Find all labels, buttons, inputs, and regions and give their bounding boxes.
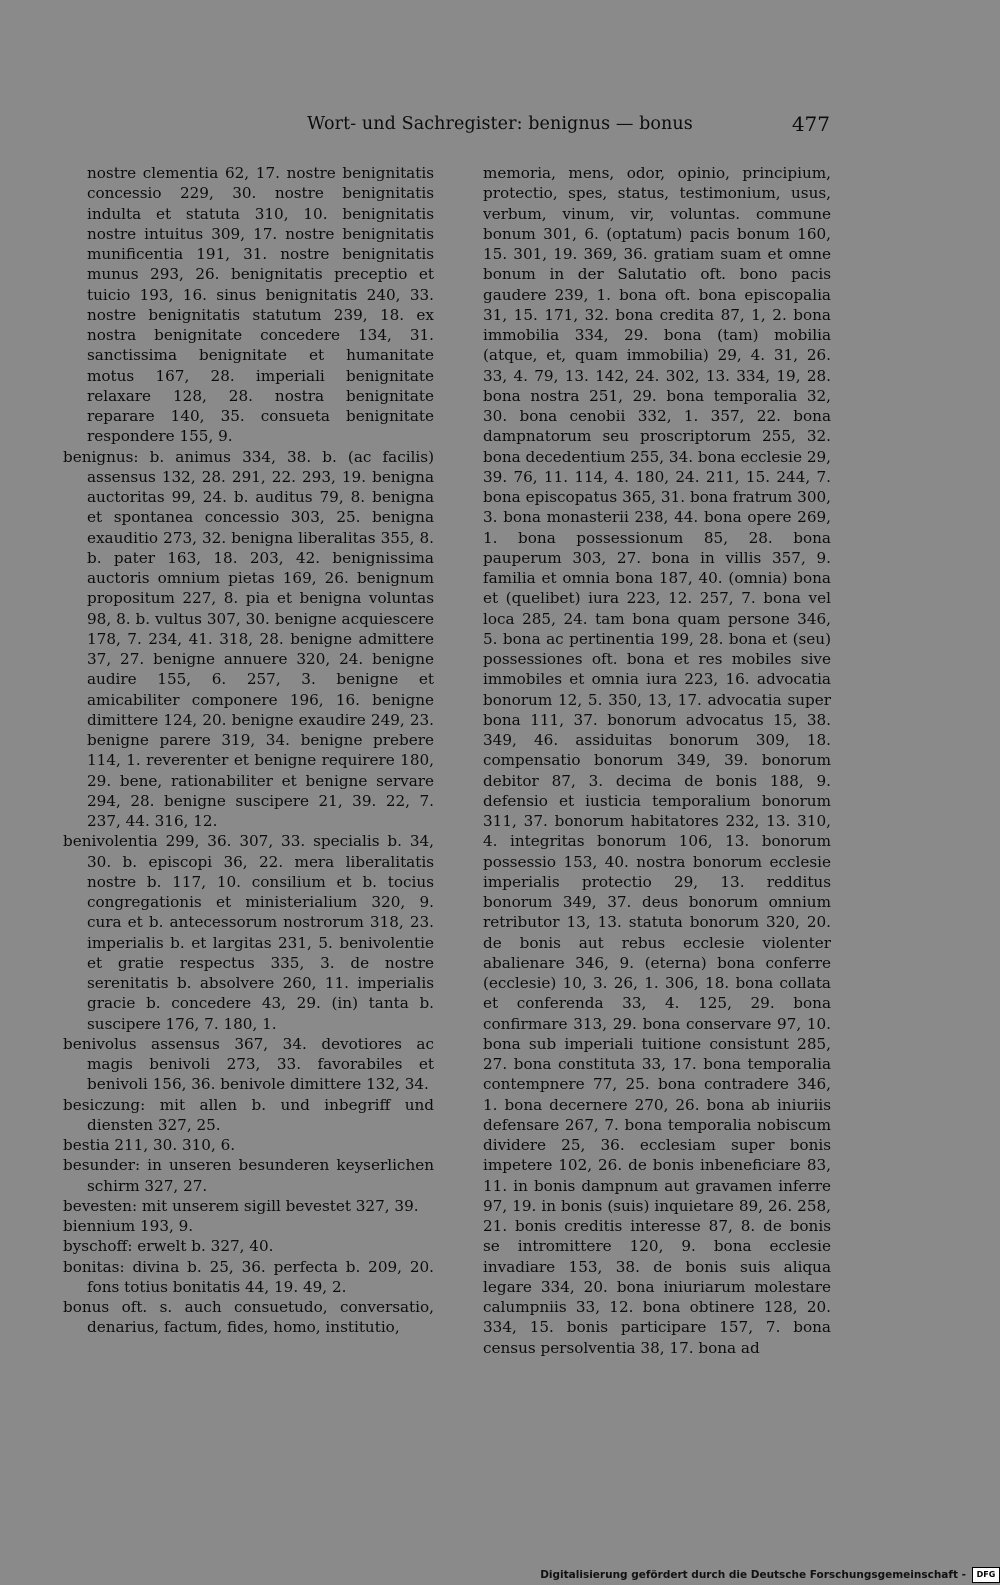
index-entry: nostre clementia 62, 17. nostre benignitatis concessio 229, 30. nostre benignitatis indulta et statuta 310, 10. benignitatis nostre intuitus 309, 17. nostre benignitatis munificentia 191, 31. nostre benignitatis munus 293, 26. benignitatis preceptio et tuicio 193, 16. sinus benignitatis 240, 33. nostre benignitatis statutum 239, 18. ex nostra benignitate concedere 134, 31. sanctissima benignitate et humanitate motus 167, 28. imperiali benignitate relaxare 128, 28. nostra benignitate reparare 140, 35. consueta benignitate respondere 155, 9. <box>87 164 434 446</box>
index-entry: byschoff: erwelt b. 327, 40. <box>63 1237 274 1256</box>
index-entry: benivolus assensus 367, 34. devotiores ac magis benivoli 273, 33. favorabiles et benivoli 156, 36. benivole dimittere 132, 34. <box>63 1034 434 1094</box>
index-entry: bestia 211, 30. 310, 6. <box>63 1136 236 1154</box>
left-column <box>63 163 434 1338</box>
dfg-logo-icon: DFG <box>972 1567 1000 1583</box>
digitization-footer <box>536 1567 1000 1583</box>
index-entry: besunder: in unseren besunderen keyserlichen schirm 327, 27. <box>63 1156 434 1195</box>
index-entry: besiczung: mit allen b. und inbegriff und diensten 327, 25. <box>63 1095 434 1134</box>
index-entry: bonus oft. s. auch consuetudo, conversatio, denarius, factum, fides, homo, institutio, <box>63 1298 434 1337</box>
index-entry: benivolentia 299, 36. 307, 33. specialis b. 34, 30. b. episcopi 36, 22. mera liberalitatis nostre b. 117, 10. consilium et b. tocius congregationis et ministerialium 320, 9. cura et b. antecessorum nostrorum 318, 23. imperialis b. et largitas 231, 5. benivolentie et gratie respectus 335, 3. de nostre serenitatis b. absolvere 260, 11. imperialis gracie b. concedere 43, 29. (in) tanta b. suscipere 176, 7. 180, 1. <box>63 832 434 1033</box>
index-entry: biennium 193, 9. <box>63 1217 194 1235</box>
footer-credit: Digitalisierung gefördert durch die Deutsche Forschungsgemeinschaft - <box>536 1569 972 1581</box>
page-number: 477 <box>791 112 830 136</box>
right-column <box>483 163 831 1358</box>
index-entry: bevesten: mit unserem sigill bevestet 327, 39. <box>63 1196 419 1215</box>
index-entry: benignus: b. animus 334, 38. b. (ac facilis) assensus 132, 28. 291, 22. 293, 19. benigna auctoritas 99, 24. b. auditus 79, 8. benigna et spontanea concessio 303, 25. benigna exauditio 273, 32. benigna liberalitas 355, 8. b. pater 163, 18. 203, 42. benignissima auctoris omnium pietas 169, 26. benignum propositum 227, 8. pia et benigna voluntas 98, 8. b. vultus 307, 30. benigne acquiescere 178, 7. 234, 41. 318, 28. benigne admittere 37, 27. benigne annuere 320, 24. benigne audire 155, 6. 257, 3. benigne et amicabiliter componere 196, 16. benigne dimittere 124, 20. benigne exaudire 249, 23. benigne parere 319, 34. benigne prebere 114, 1. reverenter et benigne requirere 180, 29. bene, rationabiliter et benigne servare 294, 28. benigne suscipere 21, 39. 22, 7. 237, 44. 316, 12. <box>63 447 434 830</box>
running-header: Wort- und Sachregister: benignus — bonus <box>307 114 693 134</box>
index-entry: bonitas: divina b. 25, 36. perfecta b. 209, 20. fons totius bonitatis 44, 19. 49, 2. <box>63 1257 434 1296</box>
index-entry: memoria, mens, odor, opinio, principium, protectio, spes, status, testimonium, usus, verbum, vinum, vir, voluntas. commune bonum 301, 6. (optatum) pacis bonum 160, 15. 301, 19. 369, 36. gratiam suam et omne bonum in der Salutatio oft. bono pacis gaudere 239, 1. bona oft. bona episcopalia 31, 15. 171, 32. bona credita 87, 1, 2. bona immobilia 334, 29. bona (tam) mobilia (atque, et, quam immobilia) 29, 4. 31, 26. 33, 4. 79, 13. 142, 24. 302, 13. 334, 19, 28. bona nostra 251, 29. bona temporalia 32, 30. bona cenobii 332, 1. 357, 22. bona dampnatorum seu proscriptorum 255, 32. bona decedentium 255, 34. bona ecclesie 29, 39. 76, 11. 114, 4. 180, 24. 211, 15. 244, 7. bona episcopatus 365, 31. bona fratrum 300, 3. bona monasterii 238, 44. bona opere 269, 1. bona possessionum 85, 28. bona pauperum 303, 27. bona in villis 357, 9. familia et omnia bona 187, 40. (omnia) bona et (quelibet) iura 223, 12. 257, 7. bona vel loca 285, 24. tam bona quam persone 346, 5. bona ac pertinentia 199, 28. bona et (seu) possessiones oft. bona et res mobiles sive immobiles et omnia iura 223, 16. advocatia bonorum 12, 5. 350, 13, 17. advocatia super bona 111, 37. bonorum advocatus 15, 38. 349, 46. assiduitas bonorum 309, 18. compensatio bonorum 349, 39. bonorum debitor 87, 3. decima de bonis 188, 9. defensio et iusticia temporalium bonorum 311, 37. bonorum habitatores 232, 13. 310, 4. integritas bonorum 106, 13. bonorum possessio 153, 40. nostra bonorum ecclesie imperialis protectio 29, 13. redditus bonorum 349, 37. deus bonorum omnium retributor 13, 13. statuta bonorum 320, 20. de bonis aut rebus ecclesie violenter abalienare 346, 9. (eterna) bona conferre (ecclesie) 10, 3. 26, 1. 306, 18. bona collata et conferenda 33, 4. 125, 29. bona confirmare 313, 29. bona conservare 97, 10. bona sub imperiali tuitione consistunt 285, 27. bona constituta 33, 17. bona temporalia contempnere 77, 25. bona contradere 346, 1. bona decernere 270, 26. bona ab iniuriis defensare 267, 7. bona temporalia nobiscum dividere 25, 36. ecclesiam super bonis impetere 102, 26. de bonis inbeneficiare 83, 11. in bonis dampnum aut gravamen inferre 97, 19. in bonis (suis) inquietare 89, 26. 258, 21. bonis creditis interesse 87, 8. de bonis se intromittere 120, 9. bona ecclesie invadiare 153, 38. de bonis suis aliqua legare 334, 20. bona iniuriarum molestare calumpniis 33, 12. bona obtinere 128, 20. 334, 15. bonis participare 157, 7. bona census persolventia 38, 17. bona ad <box>483 164 831 1357</box>
